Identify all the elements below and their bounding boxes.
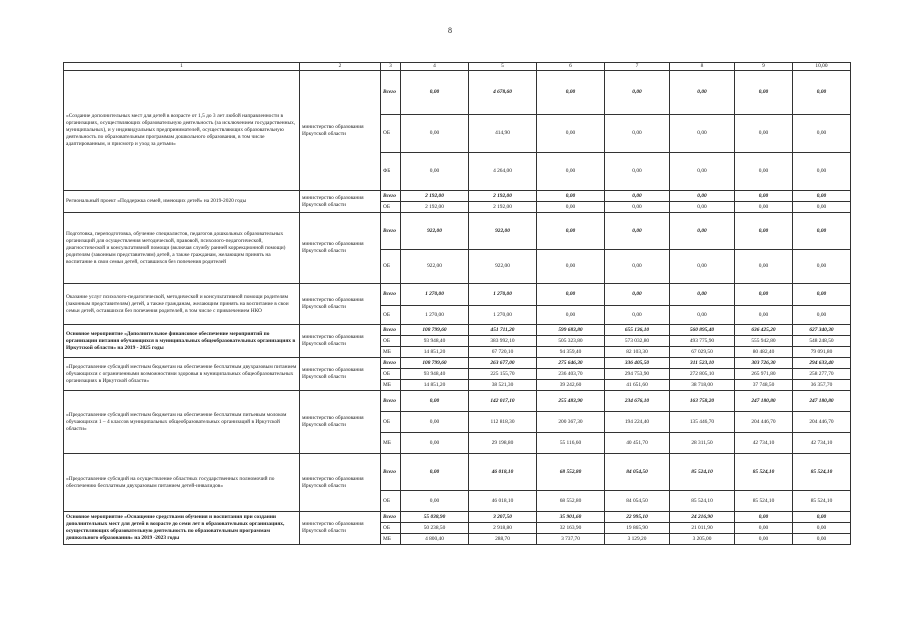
activity-name: «Предоставление субсидий местным бюджетам на обеспечение бесплатным двухразовым питанием обучающихся с ограниченными возможностями здоровья в муниципальных общеобразовательных организациях в Иркутской области» [64, 358, 300, 391]
amount-cell: 79 091,80 [793, 347, 851, 358]
amount-cell: 0,00 [401, 71, 469, 115]
header-cell: 9 [735, 63, 793, 71]
amount-cell: 0,00 [401, 115, 469, 153]
amount-cell: 265 971,80 [735, 369, 793, 380]
amount-cell: 414,90 [469, 115, 537, 153]
amount-cell: 46 018,10 [469, 454, 537, 491]
amount-cell: 548 248,50 [793, 336, 851, 347]
amount-cell: 2 918,80 [469, 523, 537, 534]
amount-cell: 493 775,90 [670, 336, 735, 347]
amount-cell: 40 451,70 [605, 433, 670, 454]
amount-cell: 0,00 [735, 250, 793, 284]
amount-cell: 0,00 [401, 391, 469, 412]
amount-cell: 108 799,60 [401, 358, 469, 369]
amount-cell: 0,00 [670, 153, 735, 191]
amount-cell: 1 270,00 [401, 284, 469, 306]
funding-source: ОБ [381, 523, 401, 534]
amount-cell: 0,00 [537, 153, 605, 191]
amount-cell: 922,00 [469, 213, 537, 250]
activity-name: Оказание услуг психолого-педагогической, методической и консультативной помощи родителям (законным представителям) детей, а также гражданам, желающим принять на воспитание в свои семьи детей, оставшихся без попечения родителей, в том числе с привлечением НКО [64, 284, 300, 325]
amount-cell: 555 942,80 [735, 336, 793, 347]
amount-cell: 85 524,10 [670, 491, 735, 512]
amount-cell: 0,00 [793, 512, 851, 523]
amount-cell: 0,00 [670, 71, 735, 115]
amount-cell: 0,00 [537, 71, 605, 115]
amount-cell: 55 116,60 [537, 433, 605, 454]
amount-cell: 84 054,50 [605, 491, 670, 512]
amount-cell: 627 340,30 [793, 325, 851, 336]
amount-cell: 922,00 [401, 213, 469, 250]
amount-cell: 0,00 [793, 306, 851, 325]
amount-cell: 93 948,40 [401, 369, 469, 380]
funding-source: ОБ [381, 336, 401, 347]
amount-cell: 3 205,00 [670, 534, 735, 545]
amount-cell: 236 403,70 [537, 369, 605, 380]
header-cell: 7 [605, 63, 670, 71]
amount-cell: 41 651,60 [605, 380, 670, 391]
amount-cell: 38 718,00 [670, 380, 735, 391]
amount-cell: 85 524,10 [735, 454, 793, 491]
funding-source: Всего [381, 71, 401, 115]
amount-cell: 255 483,90 [537, 391, 605, 412]
table-row [64, 358, 851, 369]
funding-source: ОБ [381, 250, 401, 284]
funding-source: ОБ [381, 202, 401, 213]
amount-cell: 0,00 [537, 202, 605, 213]
amount-cell: 0,00 [735, 284, 793, 306]
funding-source: Всего [381, 512, 401, 523]
budget-table [63, 62, 851, 545]
funding-source: ОБ [381, 491, 401, 512]
amount-cell: 0,00 [793, 523, 851, 534]
amount-cell: 0,00 [401, 433, 469, 454]
funding-source: ОБ [381, 369, 401, 380]
amount-cell: 21 011,90 [670, 523, 735, 534]
amount-cell: 200 367,30 [537, 412, 605, 433]
amount-cell: 42 734,10 [735, 433, 793, 454]
amount-cell: 0,00 [537, 213, 605, 250]
amount-cell: 294 633,40 [793, 358, 851, 369]
amount-cell: 0,00 [793, 71, 851, 115]
funding-source: Всего [381, 284, 401, 306]
funding-source: МБ [381, 347, 401, 358]
header-cell: 10,00 [793, 63, 851, 71]
amount-cell: 0,00 [793, 191, 851, 202]
amount-cell: 0,00 [735, 213, 793, 250]
table-row [64, 512, 851, 523]
amount-cell: 68 552,80 [537, 491, 605, 512]
amount-cell: 142 017,10 [469, 391, 537, 412]
funding-source: МБ [381, 380, 401, 391]
amount-cell: 112 818,30 [469, 412, 537, 433]
amount-cell: 0,00 [605, 202, 670, 213]
responsible-executor: министерство образования Иркутской области [300, 213, 381, 284]
table-row [64, 71, 851, 115]
responsible-executor: министерство образования Иркутской области [300, 391, 381, 454]
amount-cell: 19 865,90 [605, 523, 670, 534]
amount-cell: 288,70 [469, 534, 537, 545]
amount-cell: 39 242,60 [537, 380, 605, 391]
amount-cell: 0,00 [735, 534, 793, 545]
funding-source: Всего [381, 191, 401, 202]
amount-cell: 3 129,20 [605, 534, 670, 545]
amount-cell: 275 646,30 [537, 358, 605, 369]
header-cell: 6 [537, 63, 605, 71]
activity-name: «Предоставление субсидий местным бюджетам на обеспечение бесплатным питьевым молоком обучающихся 1 – 4 классов муниципальных общеобразовательных организаций в Иркутской области» [64, 391, 300, 454]
amount-cell: 0,00 [735, 191, 793, 202]
amount-cell: 2 192,00 [469, 202, 537, 213]
amount-cell: 94 359,40 [537, 347, 605, 358]
amount-cell: 82 103,30 [605, 347, 670, 358]
activity-name: «Предоставление субсидий на осуществление областных государственных полномочий по обеспечению бесплатным двухразовым питанием детей-инвалидов» [64, 454, 300, 512]
amount-cell: 0,00 [670, 202, 735, 213]
amount-cell: 36 357,70 [793, 380, 851, 391]
amount-cell: 0,00 [401, 491, 469, 512]
amount-cell: 0,00 [793, 202, 851, 213]
responsible-executor: министерство образования Иркутской области [300, 358, 381, 391]
amount-cell: 247 180,80 [793, 391, 851, 412]
amount-cell: 0,00 [605, 250, 670, 284]
amount-cell: 85 524,10 [793, 491, 851, 512]
responsible-executor: министерство образования Иркутской области [300, 512, 381, 545]
amount-cell: 22 995,10 [605, 512, 670, 523]
amount-cell: 0,00 [401, 153, 469, 191]
amount-cell: 67 720,10 [469, 347, 537, 358]
amount-cell: 0,00 [605, 306, 670, 325]
amount-cell: 29 198,80 [469, 433, 537, 454]
amount-cell: 0,00 [793, 534, 851, 545]
amount-cell: 0,00 [537, 250, 605, 284]
amount-cell: 93 948,40 [401, 336, 469, 347]
amount-cell: 67 029,50 [670, 347, 735, 358]
funding-source: ФБ [381, 153, 401, 191]
amount-cell: 46 018,10 [469, 491, 537, 512]
amount-cell: 0,00 [793, 250, 851, 284]
amount-cell: 32 163,90 [537, 523, 605, 534]
amount-cell: 3 737,70 [537, 534, 605, 545]
amount-cell: 505 323,80 [537, 336, 605, 347]
amount-cell: 655 136,10 [605, 325, 670, 336]
amount-cell: 263 677,00 [469, 358, 537, 369]
amount-cell: 0,00 [670, 250, 735, 284]
amount-cell: 0,00 [605, 213, 670, 250]
amount-cell: 0,00 [605, 153, 670, 191]
amount-cell: 80 482,40 [735, 347, 793, 358]
amount-cell: 272 805,10 [670, 369, 735, 380]
page-number: 8 [448, 26, 452, 35]
amount-cell: 135 446,70 [670, 412, 735, 433]
amount-cell: 37 748,50 [735, 380, 793, 391]
amount-cell: 163 758,20 [670, 391, 735, 412]
amount-cell: 0,00 [537, 115, 605, 153]
amount-cell: 0,00 [793, 284, 851, 306]
amount-cell: 0,00 [605, 284, 670, 306]
table-row [64, 391, 851, 412]
amount-cell: 85 524,10 [793, 454, 851, 491]
funding-source: ОБ [381, 306, 401, 325]
amount-cell: 85 524,10 [735, 491, 793, 512]
amount-cell: 0,00 [735, 523, 793, 534]
amount-cell: 0,00 [670, 306, 735, 325]
amount-cell: 0,00 [793, 153, 851, 191]
amount-cell: 28 311,50 [670, 433, 735, 454]
amount-cell: 85 524,10 [670, 454, 735, 491]
amount-cell: 35 901,60 [537, 512, 605, 523]
amount-cell: 0,00 [735, 306, 793, 325]
amount-cell: 3 207,50 [469, 512, 537, 523]
amount-cell: 4 264,00 [469, 153, 537, 191]
amount-cell: 50 238,50 [401, 523, 469, 534]
responsible-executor: министерство образования Иркутской области [300, 325, 381, 358]
funding-source: Всего [381, 325, 401, 336]
amount-cell: 451 711,20 [469, 325, 537, 336]
amount-cell: 0,00 [605, 115, 670, 153]
table-row [64, 191, 851, 202]
amount-cell: 0,00 [793, 115, 851, 153]
header-cell: 2 [300, 63, 381, 71]
amount-cell: 55 038,90 [401, 512, 469, 523]
amount-cell: 0,00 [670, 284, 735, 306]
amount-cell: 0,00 [793, 213, 851, 250]
amount-cell: 2 192,00 [401, 202, 469, 213]
amount-cell: 84 054,50 [605, 454, 670, 491]
header-cell: 8 [670, 63, 735, 71]
activity-name: Основное мероприятие «Оснащение средствами обучения и воспитания при создании дополнительных мест для детей в возрасте до семи лет в образовательных организациях, осуществляющих образовательную деятельность по образовательным программам дошкольного образования» на 2019 -2023 годы [64, 512, 300, 545]
responsible-executor: министерство образования Иркутской области [300, 191, 381, 213]
amount-cell: 922,00 [469, 250, 537, 284]
amount-cell: 0,00 [735, 202, 793, 213]
amount-cell: 0,00 [605, 191, 670, 202]
amount-cell: 0,00 [735, 115, 793, 153]
amount-cell: 0,00 [670, 115, 735, 153]
responsible-executor: министерство образования Иркутской области [300, 71, 381, 191]
amount-cell: 234 676,10 [605, 391, 670, 412]
table-row [64, 454, 851, 491]
table-row [64, 325, 851, 336]
amount-cell: 0,00 [537, 306, 605, 325]
amount-cell: 68 552,80 [537, 454, 605, 491]
amount-cell: 0,00 [605, 71, 670, 115]
activity-name: Региональный проект «Поддержка семей, имеющих детей» на 2019-2020 годы [64, 191, 300, 213]
activity-name: «Создание дополнительных мест для детей в возрасте от 1,5 до 3 лет любой направленности в организациях, осуществляющих образовательную деятельность (за исключением государственных, муниципальных), и у индивидуальных предпринимателей, осуществляющих образовательную деятельность по образовательным программам дошкольного образования, в том числе адаптированным, и присмотр и уход за детьми» [64, 71, 300, 191]
header-row [64, 63, 851, 71]
amount-cell: 108 799,60 [401, 325, 469, 336]
amount-cell: 1 270,00 [401, 306, 469, 325]
header-cell: 5 [469, 63, 537, 71]
amount-cell: 0,00 [537, 284, 605, 306]
amount-cell: 0,00 [670, 213, 735, 250]
funding-source: МБ [381, 433, 401, 454]
activity-name: Подготовка, переподготовка, обучение специалистов, педагогов дошкольных образовательных организаций для осуществления методической, правовой, психолого-педагогической, диагностической и консультативной помощи (включая службу ранней коррекционной помощи) родителям (законным представителям) детей, а также гражданам, желающим принять на воспитание в свои семьи детей, оставшихся без попечения родителей [64, 213, 300, 284]
amount-cell: 204 446,70 [793, 412, 851, 433]
header-cell: 4 [401, 63, 469, 71]
amount-cell: 14 851,20 [401, 347, 469, 358]
activity-name: Основное мероприятие «Дополнительное финансовое обеспечение мероприятий по организации питания обучающихся в муниципальных общеобразовательных организациях в Иркутской области» на 2019 - 2025 годы [64, 325, 300, 358]
amount-cell: 42 734,10 [793, 433, 851, 454]
amount-cell: 24 216,90 [670, 512, 735, 523]
header-cell: 1 [64, 63, 300, 71]
amount-cell: 636 425,20 [735, 325, 793, 336]
amount-cell: 1 270,00 [469, 306, 537, 325]
amount-cell: 383 992,10 [469, 336, 537, 347]
funding-source: Всего [381, 391, 401, 412]
funding-source: ОБ [381, 412, 401, 433]
table-row [64, 213, 851, 250]
amount-cell: 0,00 [735, 153, 793, 191]
amount-cell: 258 277,70 [793, 369, 851, 380]
funding-source: Всего [381, 358, 401, 369]
funding-source: ОБ [381, 115, 401, 153]
amount-cell: 247 180,80 [735, 391, 793, 412]
amount-cell: 38 521,30 [469, 380, 537, 391]
funding-source: Всего [381, 213, 401, 250]
table-row [64, 284, 851, 306]
amount-cell: 922,00 [401, 250, 469, 284]
amount-cell: 303 726,30 [735, 358, 793, 369]
amount-cell: 0,00 [537, 191, 605, 202]
amount-cell: 0,00 [735, 512, 793, 523]
amount-cell: 2 192,00 [469, 191, 537, 202]
amount-cell: 560 895,40 [670, 325, 735, 336]
amount-cell: 294 753,90 [605, 369, 670, 380]
amount-cell: 0,00 [735, 71, 793, 115]
amount-cell: 14 851,20 [401, 380, 469, 391]
amount-cell: 336 405,50 [605, 358, 670, 369]
amount-cell: 194 224,40 [605, 412, 670, 433]
funding-source: МБ [381, 534, 401, 545]
amount-cell: 4 800,40 [401, 534, 469, 545]
funding-source: Всего [381, 454, 401, 491]
amount-cell: 225 155,70 [469, 369, 537, 380]
header-cell: 3 [381, 63, 401, 71]
amount-cell: 599 683,80 [537, 325, 605, 336]
responsible-executor: министерство образования Иркутской области [300, 284, 381, 325]
amount-cell: 573 032,80 [605, 336, 670, 347]
amount-cell: 311 523,10 [670, 358, 735, 369]
amount-cell: 4 678,60 [469, 71, 537, 115]
amount-cell: 0,00 [401, 412, 469, 433]
amount-cell: 2 192,00 [401, 191, 469, 202]
amount-cell: 1 270,00 [469, 284, 537, 306]
amount-cell: 204 446,70 [735, 412, 793, 433]
amount-cell: 0,00 [401, 454, 469, 491]
amount-cell: 0,00 [670, 191, 735, 202]
responsible-executor: министерство образования Иркутской области [300, 454, 381, 512]
